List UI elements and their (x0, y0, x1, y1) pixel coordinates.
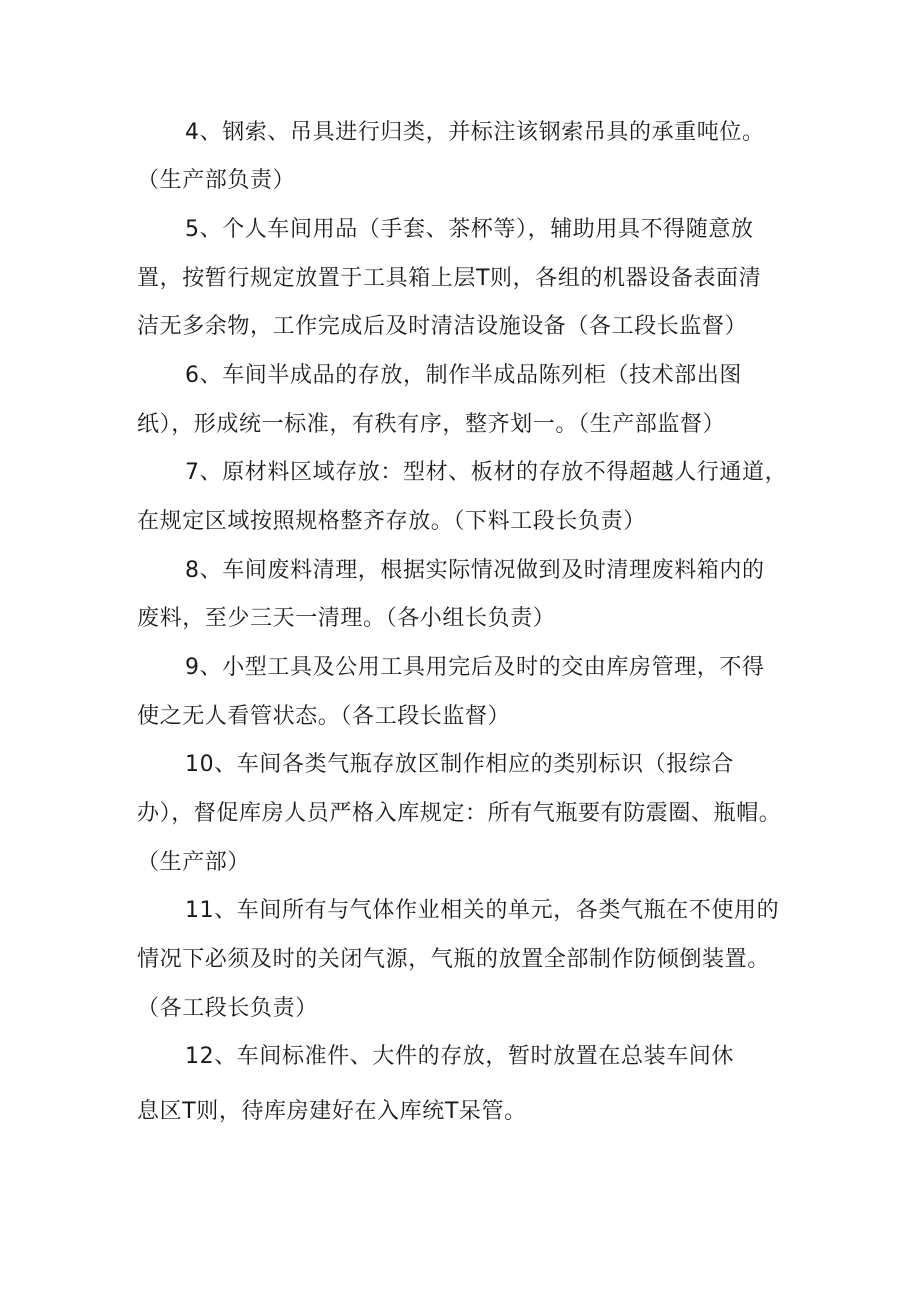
item-7-line-1: 7、原材料区域存放：型材、板材的存放不得超越人行通道， (185, 460, 788, 485)
item-8-line-1: 8、车间废料清理，根据实际情况做到及时清理废料箱内的 (185, 558, 765, 583)
item-9-line-2: 使之无人看管状态。（各工段长监督） (137, 704, 511, 729)
item-6-line-2: 纸），形成统一标准，有秩有序，整齐划一。（生产部监督） (137, 412, 726, 437)
item-4-line-1: 4、钢索、吊具进行归类，并标注该钢索吊具的承重吨位。 (185, 120, 765, 145)
item-10-line-3: （生产部） (137, 850, 251, 875)
item-11-line-1: 11、车间所有与气体作业相关的单元，各类气瓶在不使用的 (185, 898, 780, 923)
item-9-line-1: 9、小型工具及公用工具用完后及时的交由库房管理，不得 (185, 655, 765, 680)
item-7-line-2: 在规定区域按照规格整齐存放。（下料工段长负责） (137, 509, 646, 534)
item-8-line-2: 废料，至少三天一清理。（各小组长负责） (137, 606, 556, 631)
item-11-line-2: 情况下必须及时的关闭气源，气瓶的放置全部制作防倾倒装置。 (137, 947, 770, 972)
item-4-line-2: （生产部负责） (137, 168, 296, 193)
item-5-line-3: 洁无多余物，工作完成后及时清洁设施设备（各工段长监督） (137, 314, 748, 339)
item-10-line-2: 办），督促库房人员严格入库规定：所有气瓶要有防震圈、瓶帽。 (137, 801, 782, 826)
item-12-line-2: 息区T则，待库房建好在入库统T呆管。 (137, 1099, 527, 1124)
item-12-line-1: 12、车间标准件、大件的存放，暂时放置在总装车间休 (185, 1044, 734, 1069)
item-11-line-3: （各工段长负责） (137, 996, 318, 1021)
item-6-line-1: 6、车间半成品的存放，制作半成品陈列柜（技术部出图 (185, 363, 742, 388)
item-5-line-1: 5、个人车间用品（手套、茶杯等），辅助用具不得随意放 (185, 217, 754, 242)
item-10-line-1: 10、车间各类气瓶存放区制作相应的类别标识（报综合 (185, 752, 734, 777)
item-5-line-2: 置，按暂行规定放置于工具箱上层T则，各组的机器设备表面清 (137, 266, 762, 291)
